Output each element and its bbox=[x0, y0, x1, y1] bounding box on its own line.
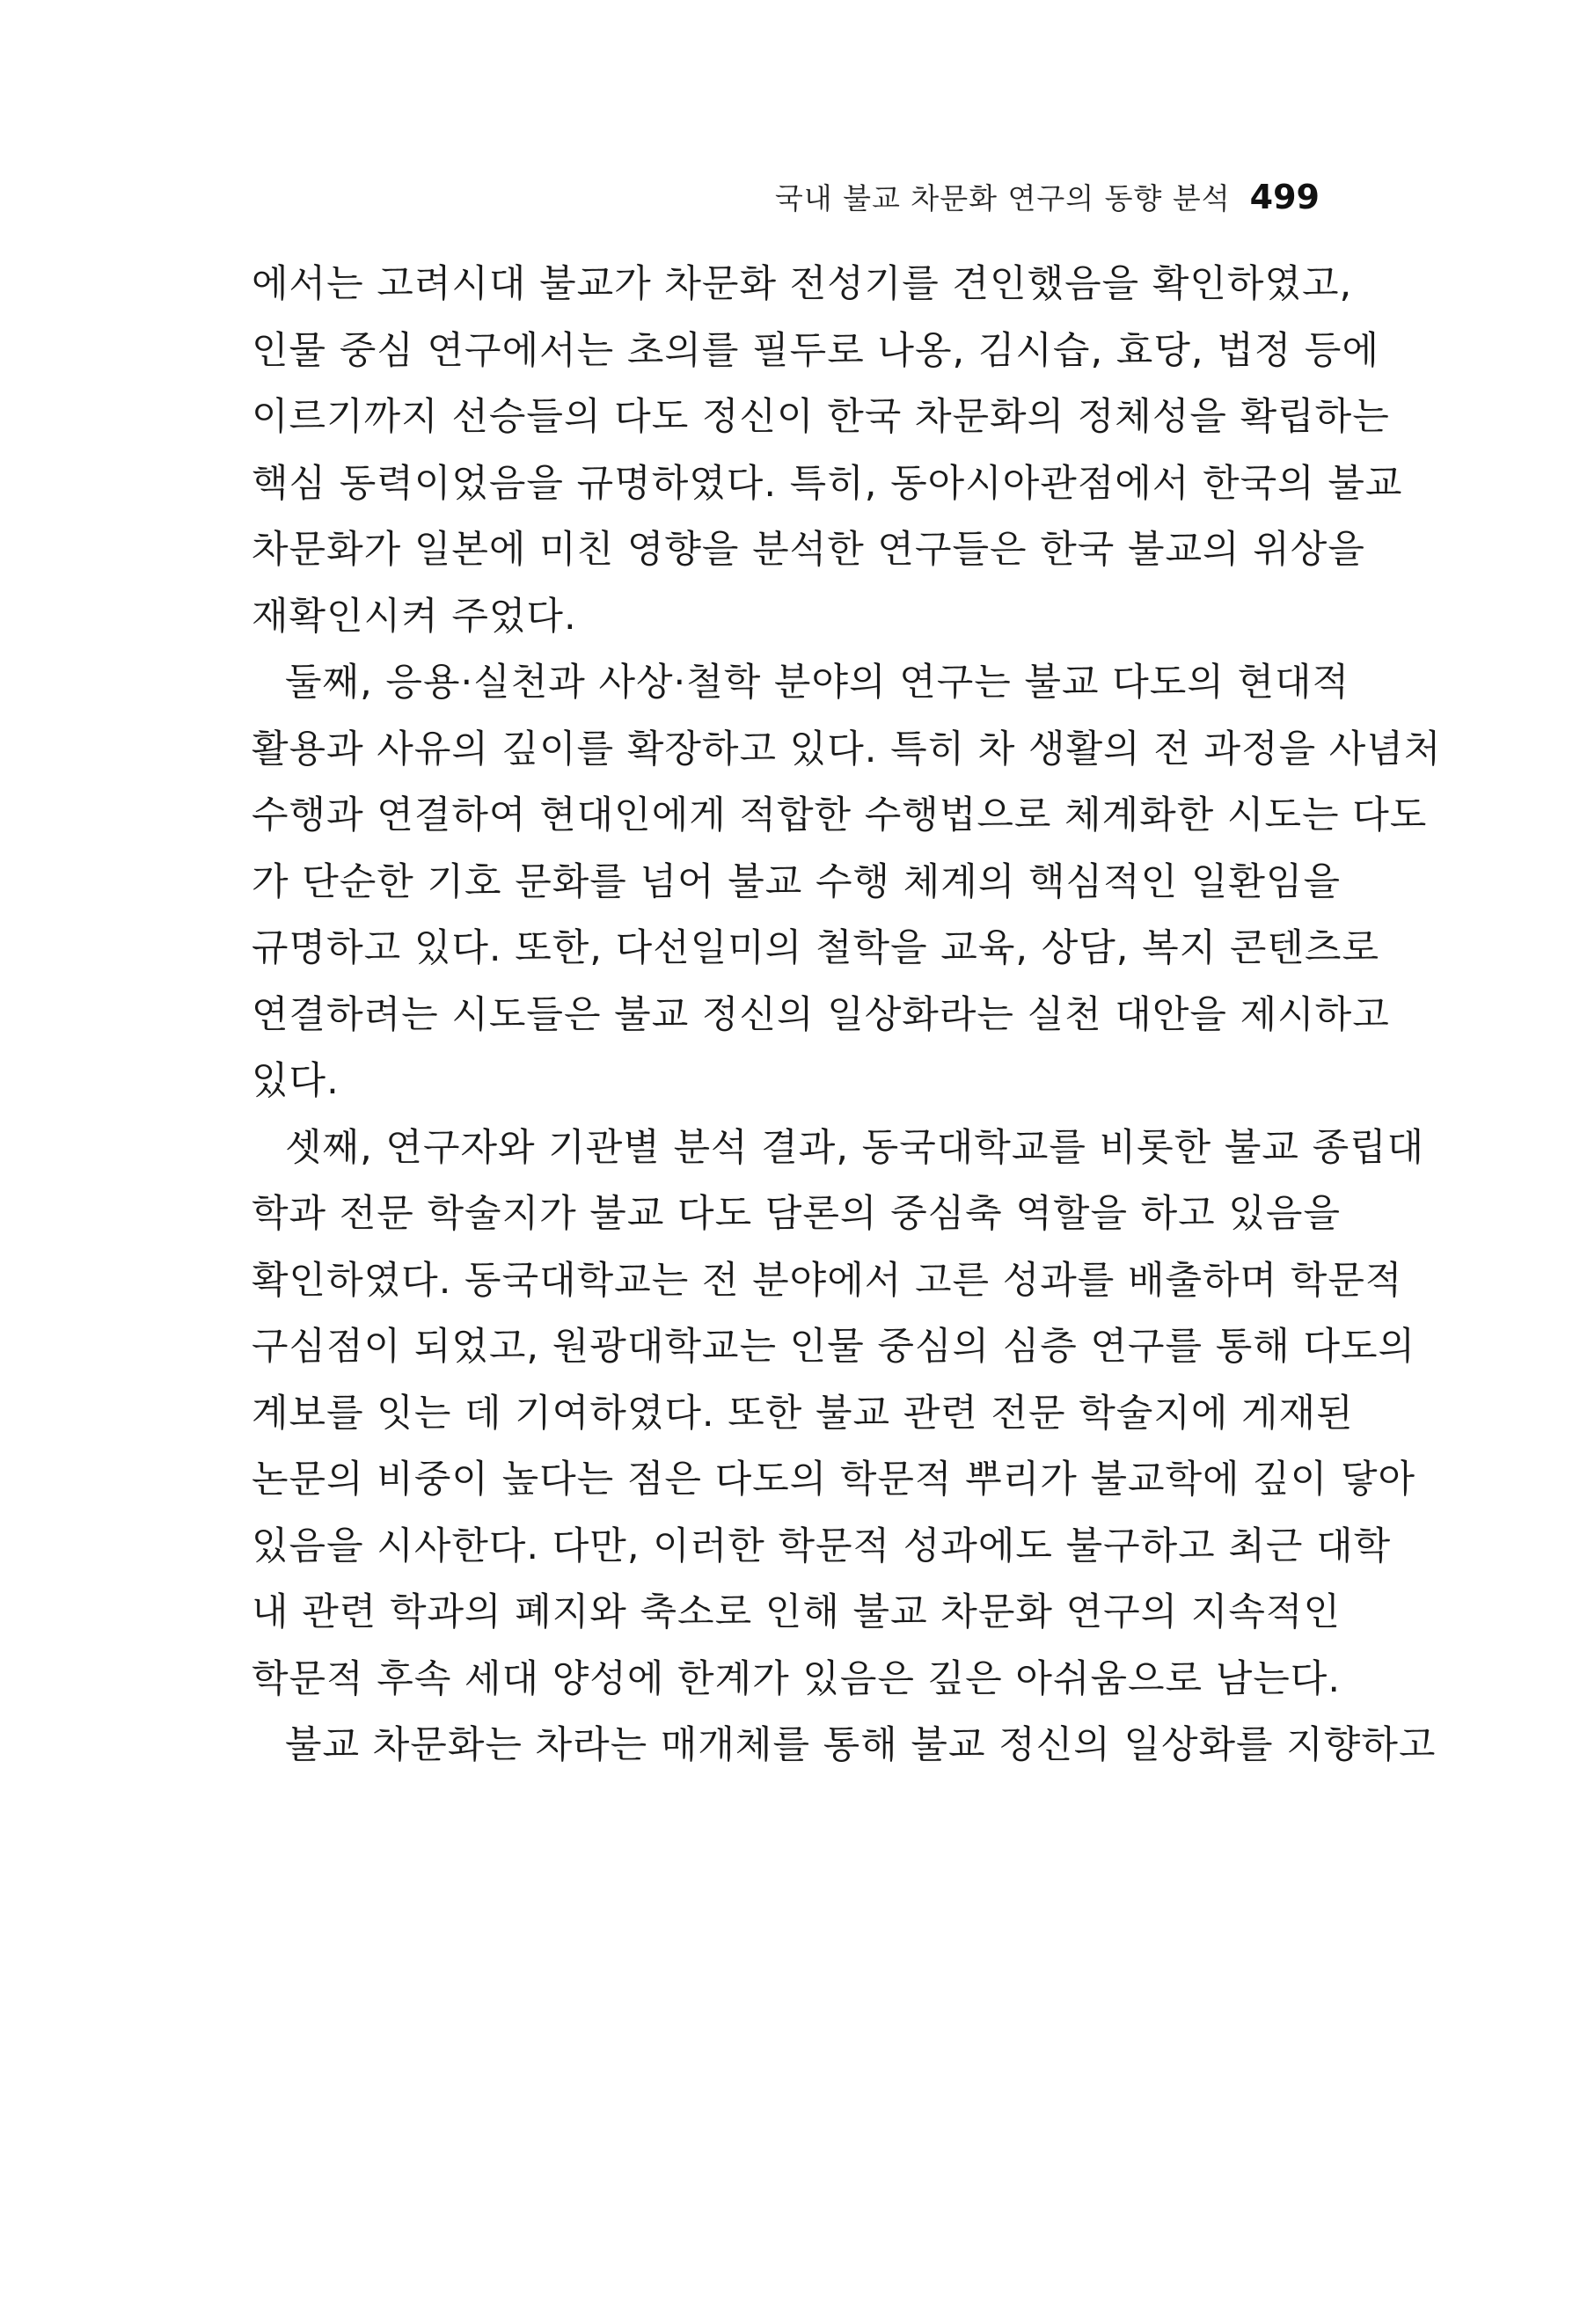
text-line: 규명하고 있다. 또한, 다선일미의 철학을 교육, 상담, 복지 콘텐츠로 bbox=[252, 926, 1380, 970]
text-line: 가 단순한 기호 문화를 넘어 불교 수행 체계의 핵심적인 일환임을 bbox=[252, 859, 1342, 904]
text-line: 불교 차문화는 차라는 매개체를 통해 불교 정신의 일상화를 지향하고 bbox=[285, 1723, 1437, 1767]
text-line: 둘째, 응용·실천과 사상·철학 분야의 연구는 불교 다도의 현대적 bbox=[285, 661, 1350, 705]
text-line: 이르기까지 선승들의 다도 정신이 한국 차문화의 정체성을 확립하는 bbox=[252, 395, 1390, 439]
text-line: 학과 전문 학술지가 불교 다도 담론의 중심축 역할을 하고 있음을 bbox=[252, 1192, 1342, 1236]
text-line: 활용과 사유의 깊이를 확장하고 있다. 특히 차 생활의 전 과정을 사념처 bbox=[252, 727, 1442, 771]
text-line: 내 관련 학과의 폐지와 축소로 인해 불교 차문화 연구의 지속적인 bbox=[252, 1590, 1342, 1634]
text-line: 연결하려는 시도들은 불교 정신의 일상화라는 실천 대안을 제시하고 bbox=[252, 992, 1390, 1037]
text-line: 계보를 잇는 데 기여하였다. 또한 불교 관련 전문 학술지에 게재된 bbox=[252, 1391, 1354, 1436]
text-line: 핵심 동력이었음을 규명하였다. 특히, 동아시아관점에서 한국의 불교 bbox=[252, 461, 1403, 506]
text-line: 인물 중심 연구에서는 초의를 필두로 나옹, 김시습, 효당, 법정 등에 bbox=[252, 328, 1380, 373]
body-text bbox=[252, 252, 1442, 1780]
page-number: 499 bbox=[1249, 178, 1320, 216]
running-header bbox=[775, 176, 1320, 217]
text-line: 재확인시켜 주었다. bbox=[252, 594, 577, 639]
text-line: 있다. bbox=[252, 1059, 340, 1103]
text-line: 논문의 비중이 높다는 점은 다도의 학문적 뿌리가 불교학에 깊이 닿아 bbox=[252, 1458, 1416, 1502]
text-line: 수행과 연결하여 현대인에게 적합한 수행법으로 체계화한 시도는 다도 bbox=[252, 793, 1428, 837]
text-line: 확인하였다. 동국대학교는 전 분야에서 고른 성과를 배출하며 학문적 bbox=[252, 1258, 1403, 1303]
text-line: 셋째, 연구자와 기관별 분석 결과, 동국대학교를 비롯한 불교 종립대 bbox=[285, 1125, 1425, 1170]
text-line: 있음을 시사한다. 다만, 이러한 학문적 성과에도 불구하고 최근 대학 bbox=[252, 1524, 1392, 1568]
text-line: 차문화가 일본에 미친 영향을 분석한 연구들은 한국 불교의 위상을 bbox=[252, 528, 1365, 572]
text-line: 구심점이 되었고, 원광대학교는 인물 중심의 심층 연구를 통해 다도의 bbox=[252, 1325, 1416, 1369]
text-line: 에서는 고려시대 불교가 차문화 전성기를 견인했음을 확인하였고, bbox=[252, 262, 1353, 306]
text-line: 학문적 후속 세대 양성에 한계가 있음은 깊은 아쉬움으로 남는다. bbox=[252, 1656, 1342, 1701]
running-title: 국내 불교 차문화 연구의 동향 분석 bbox=[774, 181, 1231, 216]
